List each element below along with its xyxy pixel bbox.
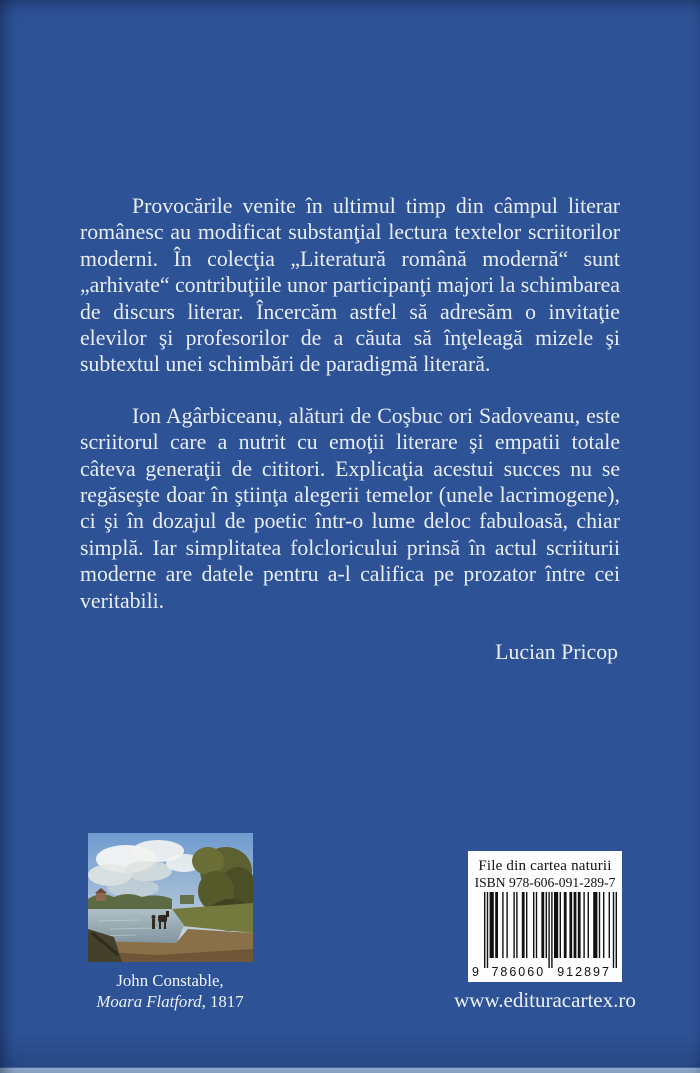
collection-name: File din cartea naturii (478, 858, 612, 874)
svg-text:786060: 786060 (491, 965, 546, 978)
author-signature: Lucian Pricop (495, 640, 618, 665)
isbn-barcode-box (468, 851, 622, 982)
painting-caption-title: Moara Flatford (96, 991, 202, 1011)
isbn-number: ISBN 978-606-091-289-7 (474, 875, 616, 890)
page-bottom-shade (0, 1034, 700, 1068)
paragraph-2: Ion Agârbiceanu, alături de Coşbuc ori Sadoveanu, este scriitorul care a nutrit cu emoţii literare şi empatii totale câteva generaţii de cititori. Explicaţia acestui succes nu se regăseşte doar în ştiinţa alegerii temelor (unele lacrimogene), ci şi în dozajul de poetic într-o lume deloc fabuloasă, chiar simplă. Iar simplitatea folcloricului prinsă în actul scriiturii moderne are datele pentru a-l califica pe prozator între cei veritabili. (80, 403, 620, 613)
painting-caption (60, 971, 280, 1012)
painting-caption-title-line (60, 992, 280, 1013)
constable-painting-image (88, 833, 253, 962)
publisher-website: www.edituracartex.ro (454, 988, 636, 1012)
painting-caption-year: , 1817 (201, 991, 244, 1011)
svg-text:912897: 912897 (557, 965, 611, 978)
painting-caption-artist: John Constable, (116, 971, 224, 990)
paragraph-1: Provocările venite în ultimul timp din câmpul literar românesc au modificat substanţial lectura textelor scriitorilor moderni. În colecţia „Literatură română modernă“ sunt „arhivate“ contribuţiile unor participanţi majori la schimbarea de discurs literar. Încercăm astfel să adresăm o invitaţie elevilor şi profesorilor de a căuta să înţeleagă mizele şi subtextul unei schimbări de paradigmă literară. (80, 194, 620, 377)
page-bottom-edge (0, 1067, 700, 1073)
back-cover-text (80, 193, 620, 666)
ean13-barcode (472, 892, 618, 978)
svg-text:9: 9 (472, 965, 481, 978)
